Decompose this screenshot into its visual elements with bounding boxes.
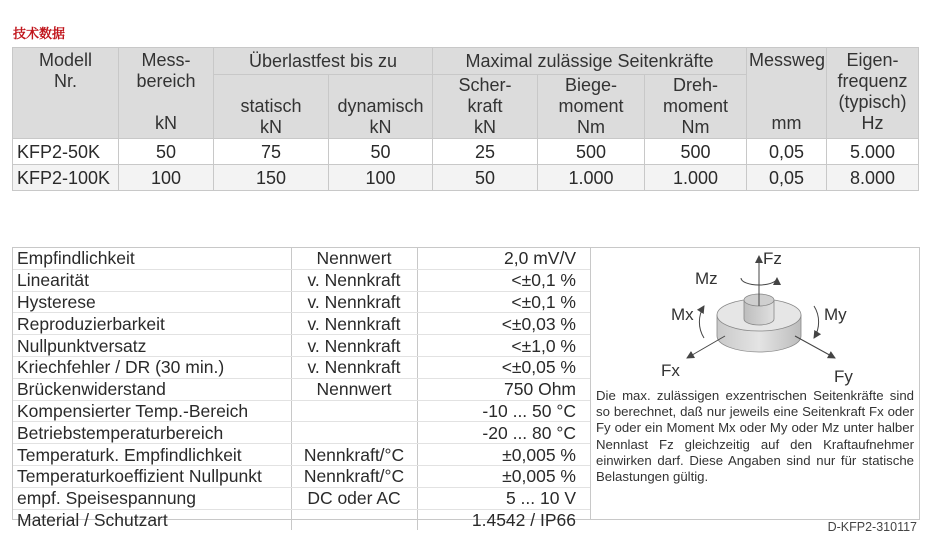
spec-name: Temperaturkoeffizient Nullpunkt [13, 465, 291, 487]
spec-name: Hysterese [13, 291, 291, 313]
spec-name: Linearität [13, 269, 291, 291]
cell-messweg: 0,05 [747, 139, 827, 165]
cell-scherkraft: 50 [433, 165, 538, 191]
spec-value: 750 Ohm [417, 378, 590, 400]
spec-value: <±0,03 % [417, 313, 590, 335]
cell-messbereich: 100 [119, 165, 214, 191]
mx-arrow [699, 306, 704, 338]
cell-messbereich: 50 [119, 139, 214, 165]
spec-reference [291, 400, 417, 422]
spec-name: Reproduzierbarkeit [13, 313, 291, 335]
spec-row [13, 335, 590, 357]
spec-row [13, 400, 590, 422]
spec-reference: v. Nennkraft [291, 335, 417, 357]
spec-value: ±0,005 % [417, 465, 590, 487]
spec-row [13, 313, 590, 335]
spec-reference: v. Nennkraft [291, 269, 417, 291]
header-messweg: Messweg mm [747, 48, 827, 139]
spec-value: <±0,1 % [417, 269, 590, 291]
cell-scherkraft: 25 [433, 139, 538, 165]
spec-value: <±1,0 % [417, 335, 590, 357]
cell-biegemoment: 1.000 [538, 165, 645, 191]
header-modell: Modell Nr. [13, 48, 119, 139]
fz-label: Fz [763, 249, 782, 268]
spec-row [13, 378, 590, 400]
spec-reference: v. Nennkraft [291, 356, 417, 378]
spec-value: -10 ... 50 °C [417, 400, 590, 422]
spec-value: <±0,05 % [417, 356, 590, 378]
spec-value: 2,0 mV/V [417, 248, 590, 269]
spec-row [13, 509, 590, 530]
load-note: Die max. zulässigen exzentrischen Seitenkräfte sind so berechnet, daß nur jeweils eine Seitenkraft Fx oder Fy oder ein Moment Mx oder My oder Mz unter halber Nennlast Fz gleichzeitig auf den Kraftaufnehmer einwirken darf. Diese Angaben sind nur für statische Belastungen gültig. [596, 388, 914, 485]
header-scherkraft: Scher- kraft kN [433, 75, 538, 139]
spec-name: Material / Schutzart [13, 509, 291, 530]
fy-arrow [795, 336, 835, 358]
cell-statisch: 150 [214, 165, 329, 191]
spec-reference [291, 422, 417, 444]
cell-statisch: 75 [214, 139, 329, 165]
spec-reference: Nennkraft/°C [291, 444, 417, 466]
document-code: D-KFP2-310117 [827, 520, 917, 534]
load-diagram-panel [590, 248, 920, 519]
table-row [13, 165, 919, 191]
spec-reference: v. Nennkraft [291, 313, 417, 335]
cell-eigenfrequenz: 5.000 [827, 139, 919, 165]
spec-name: empf. Speisespannung [13, 487, 291, 509]
spec-value: -20 ... 80 °C [417, 422, 590, 444]
header-ueberlast: Überlastfest bis zu [214, 48, 433, 75]
spec-value: 5 ... 10 V [417, 487, 590, 509]
cell-eigenfrequenz: 8.000 [827, 165, 919, 191]
mz-label: Mz [695, 269, 718, 288]
spec-reference: Nennkraft/°C [291, 465, 417, 487]
load-cell-diagram [591, 248, 920, 388]
spec-reference: Nennwert [291, 378, 417, 400]
cell-drehmoment: 500 [645, 139, 747, 165]
cell-drehmoment: 1.000 [645, 165, 747, 191]
spec-reference: v. Nennkraft [291, 291, 417, 313]
mx-label: Mx [671, 305, 694, 324]
cell-dynamisch: 50 [329, 139, 433, 165]
spec-value: 1.4542 / IP66 [471, 509, 576, 530]
spec-reference: DC oder AC [291, 487, 417, 509]
spec-name: Kompensierter Temp.-Bereich [13, 400, 291, 422]
spec-row [13, 269, 590, 291]
cell-model: KFP2-100K [13, 165, 119, 191]
fy-label: Fy [834, 367, 853, 386]
header-eigenfrequenz: Eigen- frequenz (typisch) Hz [827, 48, 919, 139]
table-row [13, 139, 919, 165]
spec-row [13, 487, 590, 509]
spec-row [13, 444, 590, 466]
header-seitenkraefte: Maximal zulässige Seitenkräfte [433, 48, 747, 75]
spec-name: Empfindlichkeit [13, 248, 291, 269]
cell-biegemoment: 500 [538, 139, 645, 165]
header-statisch: statisch kN [214, 75, 329, 139]
spec-name: Nullpunktversatz [13, 335, 291, 357]
specs-table [13, 248, 590, 530]
fx-label: Fx [661, 361, 680, 380]
spec-row [13, 356, 590, 378]
header-dynamisch: dynamisch kN [329, 75, 433, 139]
header-biegemoment: Biege- moment Nm [538, 75, 645, 139]
spec-reference: Nennwert [291, 248, 417, 269]
spec-row [13, 291, 590, 313]
spec-value: ±0,005 % [417, 444, 590, 466]
model-table [12, 47, 919, 191]
my-label: My [824, 305, 847, 324]
header-drehmoment: Dreh- moment Nm [645, 75, 747, 139]
header-messbereich: Mess- bereich kN [119, 48, 214, 139]
cell-messweg: 0,05 [747, 165, 827, 191]
spec-name: Kriechfehler / DR (30 min.) [13, 356, 291, 378]
my-arrow [814, 306, 819, 338]
cell-dynamisch: 100 [329, 165, 433, 191]
spec-row [13, 422, 590, 444]
cell-model: KFP2-50K [13, 139, 119, 165]
spec-row [13, 248, 590, 269]
section-title: 技术数据 [13, 27, 66, 42]
spec-row [13, 465, 590, 487]
spec-reference [291, 509, 417, 530]
spec-name: Brückenwiderstand [13, 378, 291, 400]
spec-name: Betriebstemperaturbereich [13, 422, 291, 444]
fx-arrow [687, 336, 725, 358]
spec-name: Temperaturk. Empfindlichkeit [13, 444, 291, 466]
spec-value: <±0,1 % [417, 291, 590, 313]
